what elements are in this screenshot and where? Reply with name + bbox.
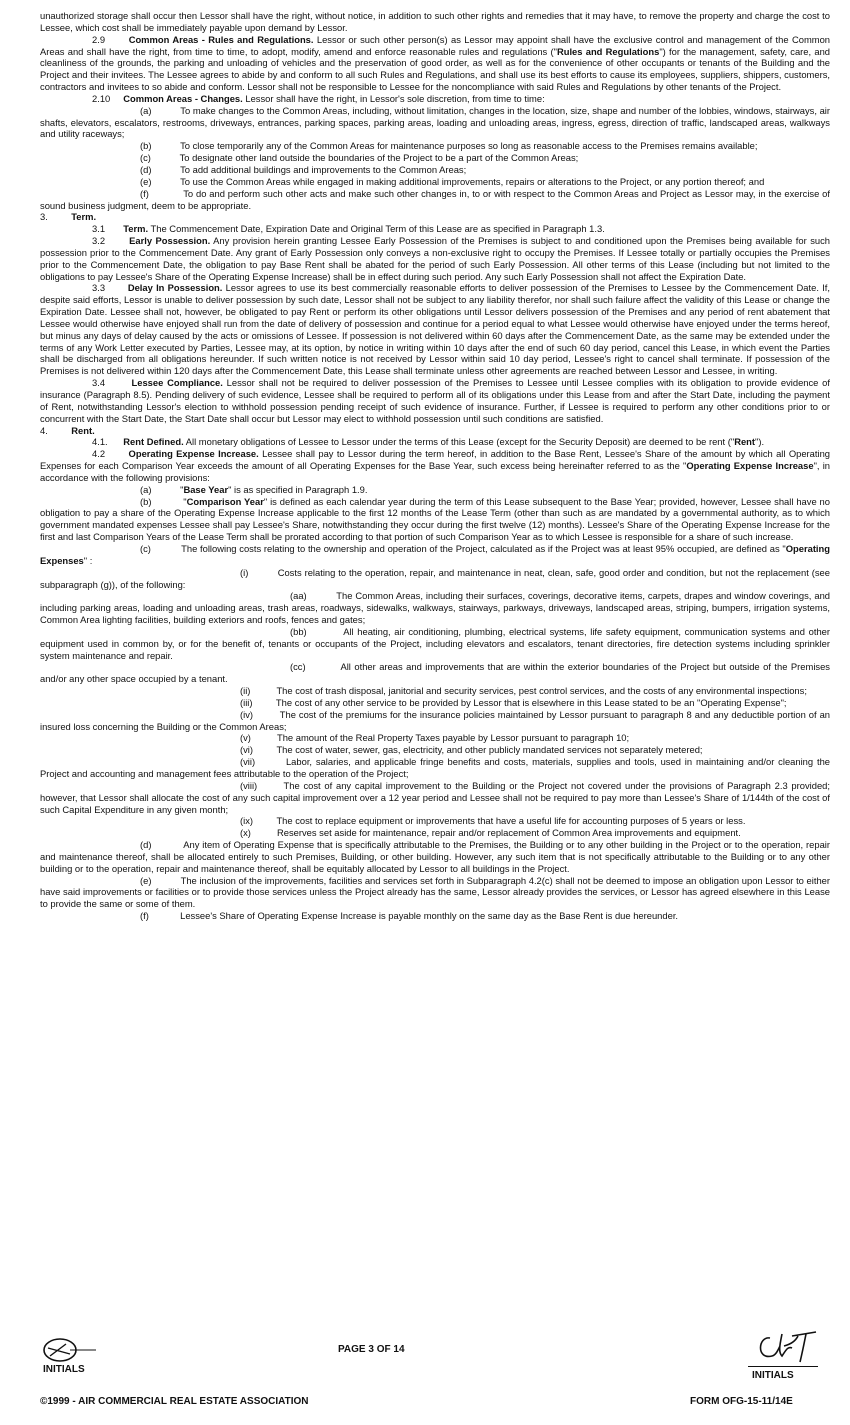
paragraph: (vi) The cost of water, sewer, gas, electricity, and other publicly mandated services not separately metered; [240, 744, 703, 756]
paragraph: (i) Costs relating to the operation, repair, and maintenance in neat, clean, safe, good order and condition, but not the replacement (see subparagraph (g)), of the following: [40, 566, 830, 590]
initials-stamp [40, 1336, 98, 1376]
paragraph: (b) To close temporarily any of the Common Areas for maintenance purposes so long as reasonable access to the Premises remains available; [140, 140, 758, 152]
paragraph: (a) To make changes to the Common Areas, including, without limitation, changes in the location, size, shape and number of the lobbies, windows, stairways, air shafts, elevators, escalators, restrooms, driveways, entrances, parking spaces, parking areas, loading and unloading areas, ingress, egress, direction of traffic, landscaped areas, walkways and utility raceways; [40, 104, 830, 140]
page-number: PAGE 3 OF 14 [338, 1344, 405, 1355]
paragraph: (a) "Base Year" is as specified in Paragraph 1.9. [140, 483, 368, 495]
paragraph: (bb) All heating, air conditioning, plumbing, electrical systems, life safety equipment, communication systems and other equipment used in common by, or for the benefit of, tenants or occupants of the Project, including elevators and escalators, tenant directories, fire detection systems including sprinkler system maintenance and repair. [40, 625, 830, 661]
paragraph: 3. Term. [40, 211, 97, 223]
paragraph: (e) To use the Common Areas while engaged in making additional improvements, repairs or alterations to the Project, or any portion thereof; and [140, 175, 765, 187]
paragraph: 4. Rent. [40, 424, 95, 436]
paragraph: 3.3 Delay In Possession. Lessor agrees to use its best commercially reasonable efforts to deliver possession of the Premises to Lessee by the Commencement Date. If, despite said efforts, Lessor is unable to deliver possession by such date, Lessor shall not be subject to any liability therefor, nor shall such failure affect the validity of this Lease or change the Expiration Date. Lessee shall not, however, be obligated to pay Rent or perform its other obligations until Lessor delivers possession of the Premises and any period of rent abatement that Lessee would otherwise have enjoyed shall run from the date of delivery of possession and continue for a period equal to what Lessee would otherwise have enjoyed under the terms hereof, but minus any days of delay caused by the acts or omissions of Lessee. If possession is not delivered within 60 days after the Commencement Date, as the same may be extended under the terms of any Work Letter executed by Parties, Lessee may, at its option, by notice in writing within 10 days after the end of such 60 day period, cancel this Lease, in which event the Parties shall be discharged from all obligations hereunder. If such written notice is not received by Lessor within said 10 day period, Lessee's right to cancel shall terminate. If possession of the Premises is not delivered within 120 days after the Commencement Date, this Lease shall terminate unless other agreements are reached between Lessor and Lessee, in writing. [40, 282, 831, 377]
paragraph: (c) The following costs relating to the ownership and operation of the Project, calculated as if the Project was at least 95% occupied, are defined as "Operating Expenses" : [40, 542, 830, 566]
paragraph: (v) The amount of the Real Property Taxes payable by Lessor pursuant to paragraph 10; [240, 732, 630, 744]
svg-text:INITIALS: INITIALS [43, 1364, 85, 1375]
paragraph: (vii) Labor, salaries, and applicable fringe benefits and costs, materials, supplies and tools, used in maintaining and/or cleaning the Project and accounting and management fees attributable to the operation of the Project; [40, 756, 830, 779]
initials-signature [752, 1326, 822, 1366]
paragraph: (ii) The cost of trash disposal, janitorial and security services, pest control services, and the costs of any environmental inspections; [240, 685, 807, 697]
paragraph: (f) To do and perform such other acts and make such other changes in, to or with respect to the Common Areas and Project as Lessor may, in the exercise of sound business judgment, deem to be appropriate. [40, 187, 830, 211]
paragraph: 4.2 Operating Expense Increase. Lessee shall pay to Lessor during the term hereof, in addition to the Base Rent, Lessee's Share of the amount by which all Operating Expenses for each Comparison Year exceeds the amount of all Operating Expenses for the Base Year, such excess being hereinafter referred to as the "Operating Expense Increase", in accordance with the following provisions: [40, 448, 831, 483]
paragraph: (viii) The cost of any capital improvement to the Building or the Project not covered under the provisions of Paragraph 2.3 provided; however, that Lessor shall allocate the cost of any such capital improvement over a 12 year period and Lessee shall not be required to pay more than Lessee's Share of 1/144th of the cost of such Capital Expenditure in any given month; [40, 779, 830, 815]
paragraph: 3.2 Early Possession. Any provision herein granting Lessee Early Possession of the Premises is subject to and conditioned upon the Premises being available for such possession prior to the Commencement Date. Any grant of Early Possession only conveys a non-exclusive right to occupy the Premises. If Lessee totally or partially occupies the Premises prior to the Commencement Date, the obligation to pay Base Rent shall be abated for the period of such Early Possession. All other terms of this Lease (including but not limited to the obligations to pay Lessee's Share of the Operating Expense Increase) shall be in effect during such period. Any such Early Possession shall not affect the Expiration Date. [40, 235, 830, 282]
paragraph: (b) "Comparison Year" is defined as each calendar year during the term of this Lease subsequent to the Base Year; provided, however, Lessee shall have no obligation to pay a share of the Operating Expense Increase applicable to the first 12 months of the Lease Term (other than such as are mandated by a governmental authority, as to which government mandated expenses Lessee shall pay Lessee's Share, notwithstanding they occur during the first twelve (12) months). Lessee's Share of the Operating Expense Increase for the first and last Comparison Years of the Lease Term shall be prorated according to that portion of such Comparison Year as to which Lessee is responsible for a share of such increase. [40, 495, 830, 543]
paragraph: (iii) The cost of any other service to be provided by Lessor that is elsewhere in this Lease stated to be an "Operating Expense"; [240, 696, 787, 708]
paragraph: 4.1. Rent Defined. All monetary obligations of Lessee to Lessor under the terms of this Lease (except for the Security Deposit) are deemed to be rent ("Rent"). [92, 436, 765, 448]
signature-line [748, 1366, 818, 1367]
paragraph: (d) To add additional buildings and improvements to the Common Areas; [140, 163, 467, 175]
paragraph: unauthorized storage shall occur then Lessor shall have the right, without notice, in addition to such other rights and remedies that it may have, to remove the property and charge the cost to Lessee, which cost shall be immediately payable upon demand by Lessor. [40, 10, 830, 33]
initials-label: INITIALS [752, 1370, 794, 1381]
paragraph: (aa) The Common Areas, including their surfaces, coverings, decorative items, carpets, drapes and window coverings, and including parking areas, loading and unloading areas, trash areas, roadways, sidewalks, walkways, stairways, parkways, driveways, landscaped areas, striping, bumpers, irrigation systems, Common Area lighting facilities, building exteriors and roofs, fences and gates; [40, 590, 830, 626]
paragraph: 2.9 Common Areas - Rules and Regulations. Lessor or such other person(s) as Lessor may appoint shall have the exclusive control and management of the Common Areas and shall have the right, from time to time, to adopt, modify, amend and enforce reasonable rules and regulations ("Rules and Regulations") for the management, safety, care, and cleanliness of the grounds, the parking and unloading of vehicles and the preservation of good order, as well as for the convenience of other occupants or tenants of the Building and the Project and their invitees. The Lessee agrees to abide by and conform to all such Rules and Regulations, and shall use its best efforts to cause its employees, suppliers, shippers, customers, contractors and invitees to so abide and conform. Lessor shall not be responsible to Lessee for the noncompliance with said Rules and Regulations by other tenants of the Project. [40, 33, 830, 93]
paragraph: (d) Any item of Operating Expense that is specifically attributable to the Premises, the Building or to any other building in the Project or to the operation, repair and maintenance thereof, shall be allocated entirely to such Premises, Building, or other building. However, any such item that is not specifically attributable to the Building or to any other building or to the operation, repair and maintenance thereof, shall be equitably allocated by Lessor to all buildings in the Project. [40, 839, 830, 874]
paragraph: 3.1 Term. The Commencement Date, Expiration Date and Original Term of this Lease are as specified in Paragraph 1.3. [92, 223, 605, 235]
paragraph: (e) The inclusion of the improvements, facilities and services set forth in Subparagraph 4.2(c) shall not be deemed to impose an obligation upon Lessor to either have said improvements or facilities or to provide those services unless the Project already has the same, Lessor already provides the services, or Lessor has agreed elsewhere in this Lease to provide the same or some of them. [40, 874, 830, 910]
paragraph: (c) To designate other land outside the boundaries of the Project to be a part of the Common Areas; [140, 152, 579, 164]
paragraph: 3.4 Lessee Compliance. Lessor shall not be required to deliver possession of the Premises to Lessee until Lessee complies with its obligation to provide evidence of insurance (Paragraph 8.5). Pending delivery of such evidence, Lessee shall be required to perform all of its obligations under this Lease from and after the Start Date, including the payment of Rent, notwithstanding Lessor's election to withhold possession pending receipt of such evidence of insurance. Further, if Lessee is required to perform any other conditions prior to or concurrent with the Start Date, the Start Date shall occur but Lessor may elect to withhold possession until such conditions are satisfied. [40, 377, 830, 424]
paragraph: (iv) The cost of the premiums for the insurance policies maintained by Lessor pursuant to paragraph 8 and any deductible portion of an insured loss concerning the Building or the Common Areas; [40, 708, 830, 732]
paragraph: 2.10 Common Areas - Changes. Lessor shall have the right, in Lessor's sole discretion, from time to time: [92, 92, 545, 104]
paragraph: (f) Lessee's Share of Operating Expense Increase is payable monthly on the same day as the Base Rent is due hereunder. [140, 910, 679, 922]
document-body [40, 10, 830, 922]
paragraph: (ix) The cost to replace equipment or improvements that have a useful life for accounting purposes of 5 years or less. [240, 815, 746, 827]
paragraph: (cc) All other areas and improvements that are within the exterior boundaries of the Project but outside of the Premises and/or any other space occupied by a tenant. [40, 661, 830, 685]
copyright-notice: ©1999 - AIR COMMERCIAL REAL ESTATE ASSOCIATION [40, 1396, 309, 1407]
paragraph: (x) Reserves set aside for maintenance, repair and/or replacement of Common Area improvements and equipment. [240, 827, 741, 839]
form-number: FORM OFG-15-11/14E [690, 1396, 793, 1407]
